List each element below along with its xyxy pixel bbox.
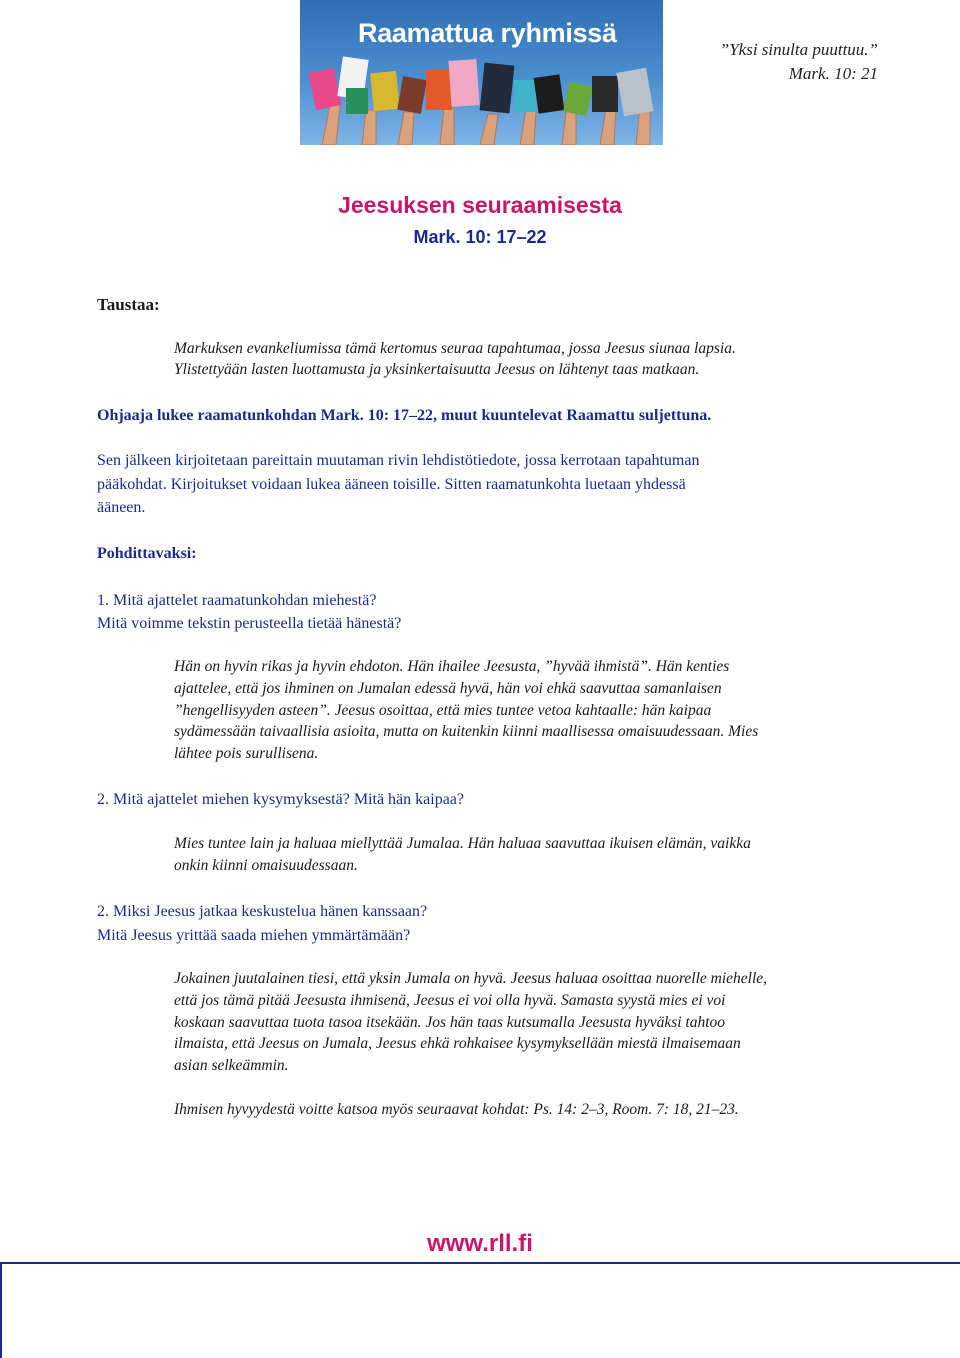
- reference-note: Ihmisen hyvyydestä voitte katsoa myös seuraavat kohdat: Ps. 14: 2–3, Room. 7: 18, 21–23.: [174, 1101, 739, 1118]
- question-1-line-1: 1. Mitä ajattelet raamatunkohdan miehestä?: [97, 592, 377, 609]
- background-label: Taustaa:: [97, 295, 160, 314]
- epigraph-quote: ”Yksi sinulta puuttuu.”: [719, 40, 878, 59]
- question-3-line-2: Mitä Jeesus yrittää saada miehen ymmärtämään?: [97, 927, 411, 944]
- epigraph-reference: Mark. 10: 21: [788, 64, 878, 83]
- instruction-line-1: Sen jälkeen kirjoitetaan pareittain muutaman rivin lehdistötiedote, jossa kerrotaan tapahtuman: [97, 452, 700, 469]
- answer-3-line: Jokainen juutalainen tiesi, että yksin Jumala on hyvä. Jeesus haluaa osoittaa nuorelle miehelle,: [174, 970, 768, 987]
- answer-1-line: lähtee pois surullisena.: [174, 745, 319, 762]
- question-2-line-1: 2. Mitä ajattelet miehen kysymyksestä? Mitä hän kaipaa?: [97, 791, 464, 808]
- answer-3-line: ilmaista, että Jeesus on Jumala, Jeesus ehkä rohkaisee kysymyksellään miestä ilmaisemaan: [174, 1035, 741, 1052]
- instruction-line-3: ääneen.: [97, 499, 146, 516]
- answer-3-line: koskaan saavuttaa tuota tasoa itsekään. Jos hän taas kutsumalla Jeesusta hyväksi tahtoo: [174, 1014, 726, 1031]
- answer-1-line: sydämessään taivaallisia asioita, mutta on kuitenkin kiinni maallisessa omaisuudessaan. Mies: [174, 723, 759, 740]
- page-reference: Mark. 10: 17–22: [413, 227, 547, 247]
- answer-1-line: ”hengellisyyden asteen”. Jeesus osoittaa, että mies tuntee vetoa kahtaalle: hän kaipaa: [174, 702, 712, 719]
- question-3-line-1: 2. Miksi Jeesus jatkaa keskustelua hänen kanssaan?: [97, 903, 428, 920]
- bottom-frame: [0, 1262, 960, 1358]
- answer-2-line: Mies tuntee lain ja haluaa miellyttää Jumalaa. Hän haluaa saavuttaa ikuisen elämän, vaikka: [174, 835, 751, 852]
- page-title: Jeesuksen seuraamisesta: [338, 192, 622, 218]
- banner-title: Raamattua ryhmissä: [358, 18, 617, 48]
- answer-1-line: ajattelee, että jos ihminen on Jumalan edessä hyvä, hän voi ehkä saavuttaa samanlaisen: [174, 680, 722, 697]
- answer-1-line: Hän on hyvin rikas ja hyvin ehdoton. Hän ihailee Jeesusta, ”hyvää ihmistä”. Hän kenties: [174, 658, 730, 675]
- instruction-line-2: pääkohdat. Kirjoitukset voidaan lukea ääneen toisille. Sitten raamatunkohta luetaan yhdessä: [97, 476, 686, 493]
- background-line-1: Markuksen evankeliumissa tämä kertomus seuraa tapahtumaa, jossa Jeesus siunaa lapsia.: [174, 340, 736, 357]
- header-banner: [300, 0, 663, 145]
- answer-3-line: asian selkeämmin.: [174, 1057, 289, 1074]
- leader-instruction: Ohjaaja lukee raamatunkohdan Mark. 10: 17–22, muut kuuntelevat Raamattu suljettuna.: [97, 407, 712, 424]
- footer-url[interactable]: www.rll.fi: [427, 1230, 533, 1257]
- answer-3-line: että jos tämä pitää Jeesusta ihmisenä, Jeesus ei voi olla hyvä. Samasta syystä mies ei voi: [174, 992, 726, 1009]
- reflection-label: Pohdittavaksi:: [97, 545, 197, 562]
- answer-2-line: onkin kiinni omaisuudessaan.: [174, 857, 358, 874]
- question-1-line-2: Mitä voimme tekstin perusteella tietää hänestä?: [97, 615, 402, 632]
- background-line-2: Ylistettyään lasten luottamusta ja yksinkertaisuutta Jeesus on lähtenyt taas matkaan.: [174, 361, 700, 378]
- epigraph: [720, 38, 878, 86]
